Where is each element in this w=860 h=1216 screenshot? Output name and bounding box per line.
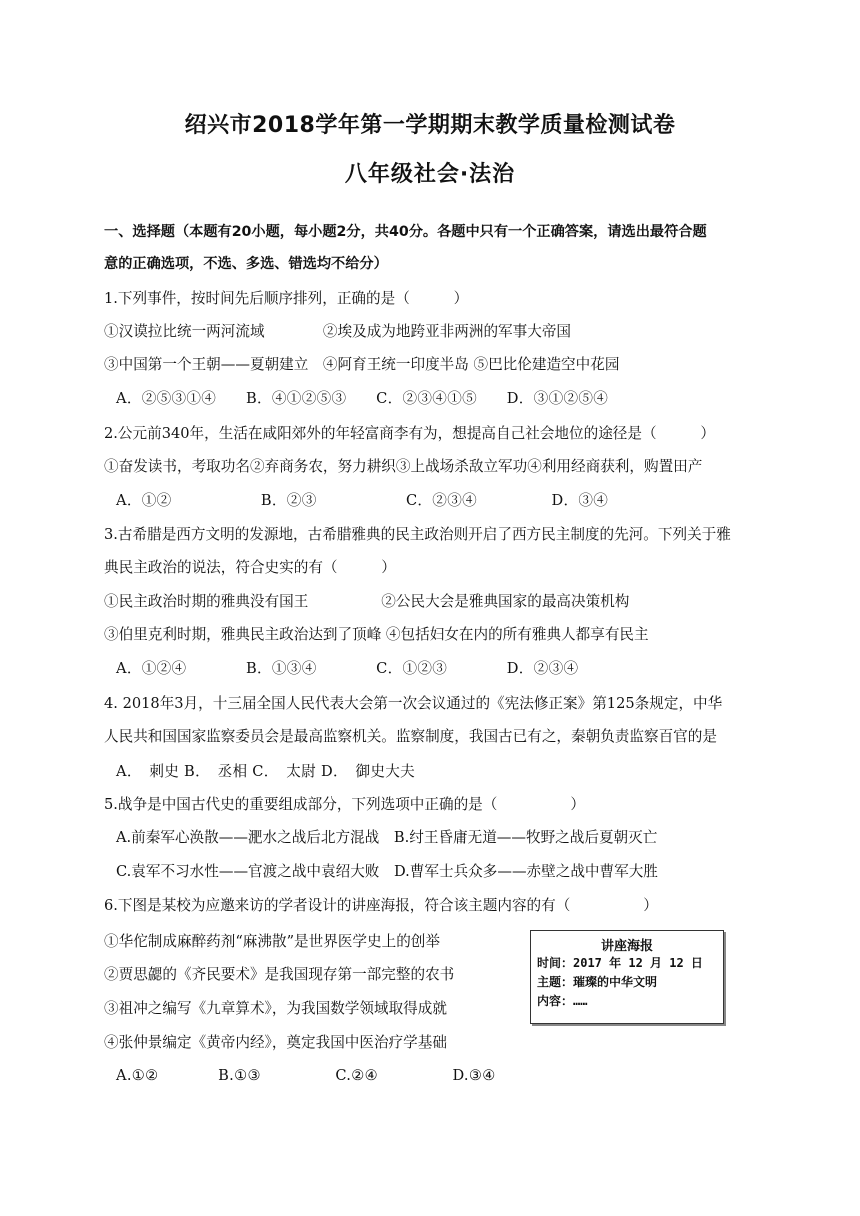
q4-stem-1: 4. 2018年3月，十三届全国人民代表大会第一次会议通过的《宪法修正案》第125条规定，中华 (104, 695, 723, 712)
q1-items-2: ③中国第一个王朝——夏朝建立 ④阿育王统一印度半岛 ⑤巴比伦建造空中花园 (104, 356, 620, 373)
exam-subtitle: 八年级社会·法治 (344, 162, 516, 187)
lecture-poster (530, 930, 724, 1024)
q6-items-4: ④张仲景编定《黄帝内经》，奠定我国中医治疗学基础 (104, 1034, 447, 1051)
q3-items-2: ③伯里克利时期，雅典民主政治达到了顶峰 ④包括妇女在内的所有雅典人都享有民主 (104, 626, 649, 643)
q6-options: A.①② B.①③ C.②④ D.③④ (116, 1067, 496, 1084)
exam-title: 绍兴市2018学年第一学期期末教学质量检测试卷 (184, 113, 676, 138)
q5-stem: 5.战争是中国古代史的重要组成部分，下列选项中正确的是（ ） (104, 796, 585, 813)
q1-options: A．②⑤③①④ B．④①②⑤③ C．②③④①⑤ D．③①②⑤④ (116, 390, 609, 407)
q1-stem: 1.下列事件，按时间先后顺序排列，正确的是（ ） (104, 290, 469, 307)
q1-items-1: ①汉谟拉比统一两河流域 ②埃及成为地跨亚非两洲的军事大帝国 (104, 323, 572, 340)
q3-items-1: ①民主政治时期的雅典没有国王 ②公民大会是雅典国家的最高决策机构 (104, 593, 630, 610)
q2-items: ①奋发读书，考取功名②弃商务农，努力耕织③上战场杀敌立军功④利用经商获利，购置田产 (104, 458, 703, 475)
q4-stem-2: 人民共和国国家监察委员会是最高监察机关。监察制度，我国古已有之，秦朝负责监察百官的是 (104, 728, 717, 745)
q6-items-1: ①华佗制成麻醉药剂“麻沸散”是世界医学史上的创举 (104, 933, 440, 950)
section-instructions-line2: 意的正确选项，不选、多选、错选均不给分） (104, 256, 388, 272)
q5-options-1: A.前秦军心涣散——淝水之战后北方混战 B.纣王昏庸无道——牧野之战后夏朝灭亡 (116, 829, 658, 846)
q3-stem-1: 3.古希腊是西方文明的发源地，古希腊雅典的民主政治则开启了西方民主制度的先河。下列关于雅 (104, 526, 731, 543)
q6-items-2: ②贾思勰的《齐民要术》是我国现存第一部完整的农书 (104, 966, 455, 983)
q5-options-2: C.袁军不习水性——官渡之战中袁绍大败 D.曹军士兵众多——赤壁之战中曹军大胜 (116, 863, 658, 880)
q6-stem: 6.下图是某校为应邀来访的学者设计的讲座海报，符合该主题内容的有（ ） (104, 897, 658, 914)
poster-heading: 讲座海报 (600, 939, 653, 954)
q2-options: A．①② B．②③ C．②③④ D．③④ (116, 492, 609, 509)
poster-time: 时间：2017 年 12 月 12 日 (537, 956, 703, 970)
section-instructions-line1: 一、选择题（本题有20小题，每小题2分，共40分。各题中只有一个正确答案，请选出最符合题 (104, 224, 707, 240)
q2-stem: 2.公元前340年，生活在咸阳郊外的年轻富商李有为，想提高自己社会地位的途径是（ ） (104, 425, 715, 442)
poster-theme: 主题：璀璨的中华文明 (537, 975, 658, 989)
poster-content: 内容：…… (537, 994, 588, 1008)
q4-options: A． 刺史 B． 丞相 C． 太尉 D． 御史大夫 (116, 763, 416, 780)
q3-options: A．①②④ B．①③④ C．①②③ D．②③④ (116, 660, 579, 677)
q6-items-3: ③祖冲之编写《九章算术》，为我国数学领域取得成就 (104, 1000, 447, 1017)
q3-stem-2: 典民主政治的说法，符合史实的有（ ） (104, 559, 396, 576)
